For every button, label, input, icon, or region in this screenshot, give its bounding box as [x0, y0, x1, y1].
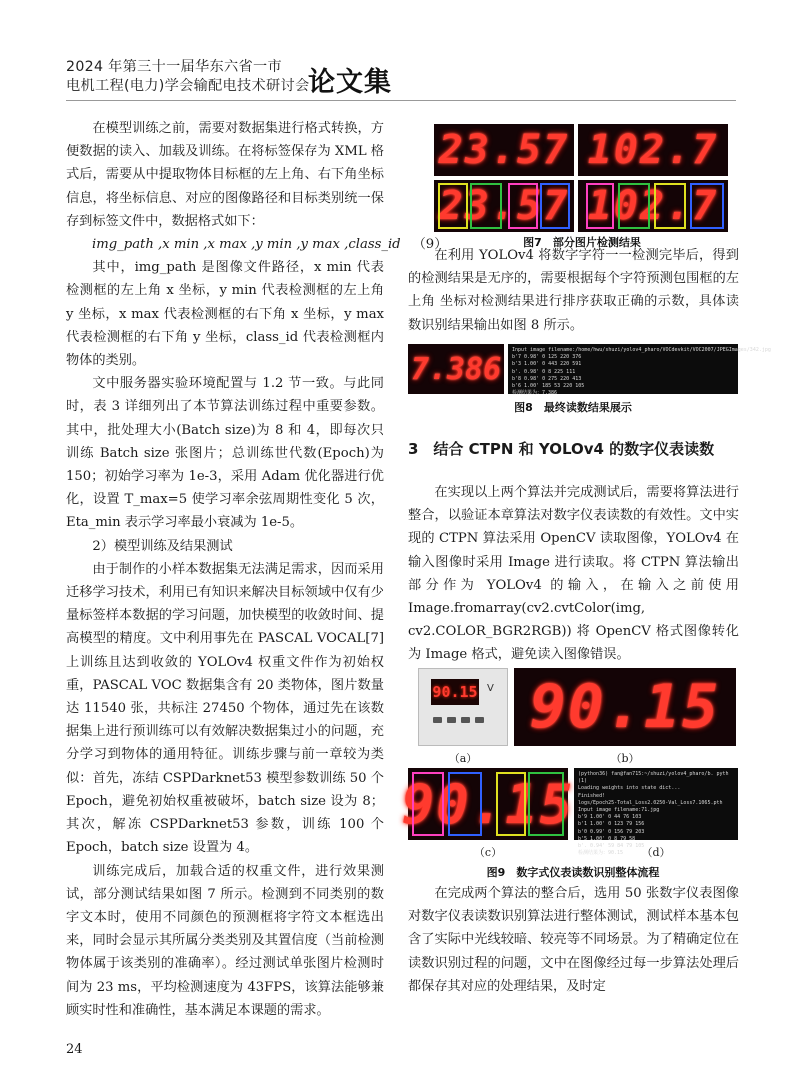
paragraph: 在实现以上两个算法并完成测试后，需要将算法进行整合，以验证本章算法对数字仪表读数的有效性。文中实现的 CTPN 算法采用 OpenCV 读取图像，YOLOv4 在输入图像时采用 Image 进行读取。将 CTPN 算法输出部分作为 YOLOv4 的输入，在输入之前使用 Image.fromarray(cv2.cvtColor(img, cv2.COLOR_BGR2RGB)) 将 OpenCV 格式图像转化为 Image 格式，避免读入图像错误。: [408, 485, 739, 663]
formula-body: img_path ,x min ,x max ,y min ,y max ,class_id: [92, 237, 401, 253]
meter-readout: 90.15: [431, 679, 479, 705]
fig8-display: 7.386: [408, 344, 504, 394]
fig9-label-c: （c）: [473, 846, 503, 859]
left-column: [66, 117, 448, 1022]
fig9-display-b: 90.15: [514, 668, 736, 746]
fig8-terminal: Input image filename:/home/hwu/shuzi/yolov4_pharo/VOCdevkit/VOC2007/JPEGImages/342.jpg b'7 0.98' 0 125 220 376 b'3 1.00' 0 443 220 591 b'. 0.98' 0 8 225 111 b'8 0.98' 0 275 220 413 b'6 1.00' 185 53 220 105 检测结果为：7.386: [508, 344, 738, 394]
paragraph: 文中服务器实验环境配置与 1.2 节一致。与此同时，表 3 详细列出了本节算法训练过程中重要参数。其中，批处理大小(Batch size)为 8 和 4，即每次只训练 Batch size 张图片；总训练世代数(Epoch)为 150；初始学习率为 1e-3，采用 Adam 优化器进行优化，设置 T_max=5 使学习率余弦周期性变化 5 次，Eta_min 表示学习率最小衰减为 1e-5。: [66, 376, 384, 531]
right-column-top: [408, 244, 739, 337]
meter-button: [461, 717, 470, 723]
fig7-display-3: [434, 180, 574, 232]
detection-box: [540, 183, 570, 229]
detection-box: [438, 183, 468, 229]
fig9-label-b: （b）: [610, 752, 640, 765]
header-divider: [66, 100, 736, 101]
header-badge: 论文集: [308, 67, 392, 98]
detection-box: [496, 772, 526, 836]
detection-box: [586, 183, 614, 229]
fig9-display-c-text: 90.15: [401, 772, 575, 836]
paragraph: 由于制作的小样本数据集无法满足需求，因而采用迁移学习技术，利用已有知识来解决目标领域中仅有少量标签样本数据的学习问题，加快模型的收敛时间、提高模型的精度。文中利用事先在 PASCAL VOCAL[7] 上训练且达到收敛的 YOLOv4 权重文件作为初始权重，PASCAL VOC 数据集含有 20 类物体，图片数量达 11540 张，共标注 27450 个物体，通过先在该数据集上进行预训练可以有效解决数据集过小的问题，充分学习到物体的通用特征。训练步骤与前一章较为类似：首先，冻结 CSPDarknet53 模型参数训练 50 个 Epoch，避免初始权重被破坏，batch size 设为 8；其次，解冻 CSPDarknet53 参数，训练 100 个 Epoch，batch size 设置为 4。: [66, 561, 384, 856]
right-column-middle: [408, 481, 739, 667]
fig7-display-2: 102.7: [578, 124, 728, 176]
formula-number: （9）: [412, 237, 448, 253]
fig8-caption: 图8 最终读数结果展示: [514, 401, 632, 414]
detection-box: [470, 183, 502, 229]
meter-button: [447, 717, 456, 723]
fig7-caption: 图7 部分图片检测结果: [523, 236, 641, 249]
formula-9: [66, 233, 448, 256]
figure-8: [408, 344, 771, 397]
paragraph: 训练完成后，加载合适的权重文件，进行效果测试，部分测试结果如图 7 所示。检测到不同类别的数字文本时，使用不同颜色的预测框将字符文本框选出来，同时会显示其所属分类类别及其置信度（当前检测物体属于该类别的准确率）。经过测试单张图片检测时间为 23 ms，平均检测速度为 43FPS，该算法能够兼顾实时性和准确性，基本满足本课题的需求。: [66, 863, 384, 1018]
detection-box: [618, 183, 650, 229]
fig9-display-c: [401, 768, 575, 840]
fig7-display-4-text: 102.7: [587, 183, 719, 229]
subheading: 2）模型训练及结果测试: [92, 538, 233, 554]
detection-box: [448, 772, 482, 836]
fig9-meter-photo: [418, 668, 508, 746]
detection-box: [690, 183, 724, 229]
detection-box: [654, 183, 686, 229]
fig9-terminal: (python36) fan@fan715:~/shuzi/yolov4_pharo/b. pyth (1) Loading weights into state dict... Finished! logs/Epoch25-Total_Loss2.0250-Val_Loss7.1065.pth Input image filename:71.jpg b'9 1.00' 0 44 76 103 b'1 1.00' 0 123 79 156 b'0 0.99' 0 156 79 203 b'5 1.00' 0 8 79 58 b'. 0.94' 59 84 79 105 检测结果为：90.15: [574, 768, 738, 840]
meter-button: [475, 717, 484, 723]
fig9-label-d: （d）: [641, 846, 671, 859]
header-line-1: 2024 年第三十一届华东六省一市: [66, 59, 282, 75]
fig7-display-1: 23.57: [434, 124, 574, 176]
page-number: 24: [66, 1042, 83, 1057]
fig7-display-3-text: 23.57: [438, 183, 570, 229]
paragraph: 在利用 YOLOv4 将数字字符一一检测完毕后，得到的检测结果是无序的，需要根据每个字符预测包围框的左上角 坐标对检测结果进行排序获取正确的示数，具体读数识别结果输出如图 8 所示。: [408, 248, 739, 333]
page-header: [66, 58, 446, 96]
figure-7: [434, 124, 730, 234]
detection-box: [508, 183, 538, 229]
figure-9: [401, 662, 738, 862]
paragraph: 在完成两个算法的整合后，选用 50 张数字仪表图像对数字仪表读数识别算法进行整体测试，测试样本基本包含了实际中光线较暗、较亮等不同场景。为了精确定位在读数识别过程的问题，文中在图像经过每一步算法处理后都保存其对应的处理结果，及时定: [408, 886, 739, 994]
paragraph: 其中，img_path 是图像文件路径，x min 代表检测框的左上角 x 坐标，y min 代表检测框的左上角 y 坐标，x max 代表检测框的右下角 x 坐标，y max 代表检测框的右下角 y 坐标，class_id 代表检测框内物体的类别。: [66, 260, 384, 369]
fig9-label-a: （a）: [448, 752, 478, 765]
detection-box: [412, 772, 444, 836]
fig7-display-4: [578, 180, 728, 232]
header-line-2: 电机工程(电力)学会输配电技术研讨会: [66, 78, 310, 94]
meter-unit: V: [487, 683, 494, 694]
meter-button: [433, 717, 442, 723]
fig9-caption: 图9 数字式仪表读数识别整体流程: [486, 866, 660, 879]
detection-box: [528, 772, 564, 836]
right-column-bottom: [408, 882, 739, 998]
paragraph: 在模型训练之前，需要对数据集进行格式转换，方便数据的读入、加载及训练。在将标签保存为 XML 格式后，需要从中提取物体目标框的左上角、右下角坐标信息，将坐标信息、对应的图像路径和目标类别统一保存到标签文件中，数据格式如下：: [66, 121, 384, 229]
section-heading: 3 结合 CTPN 和 YOLOv4 的数字仪表读数: [408, 440, 715, 458]
